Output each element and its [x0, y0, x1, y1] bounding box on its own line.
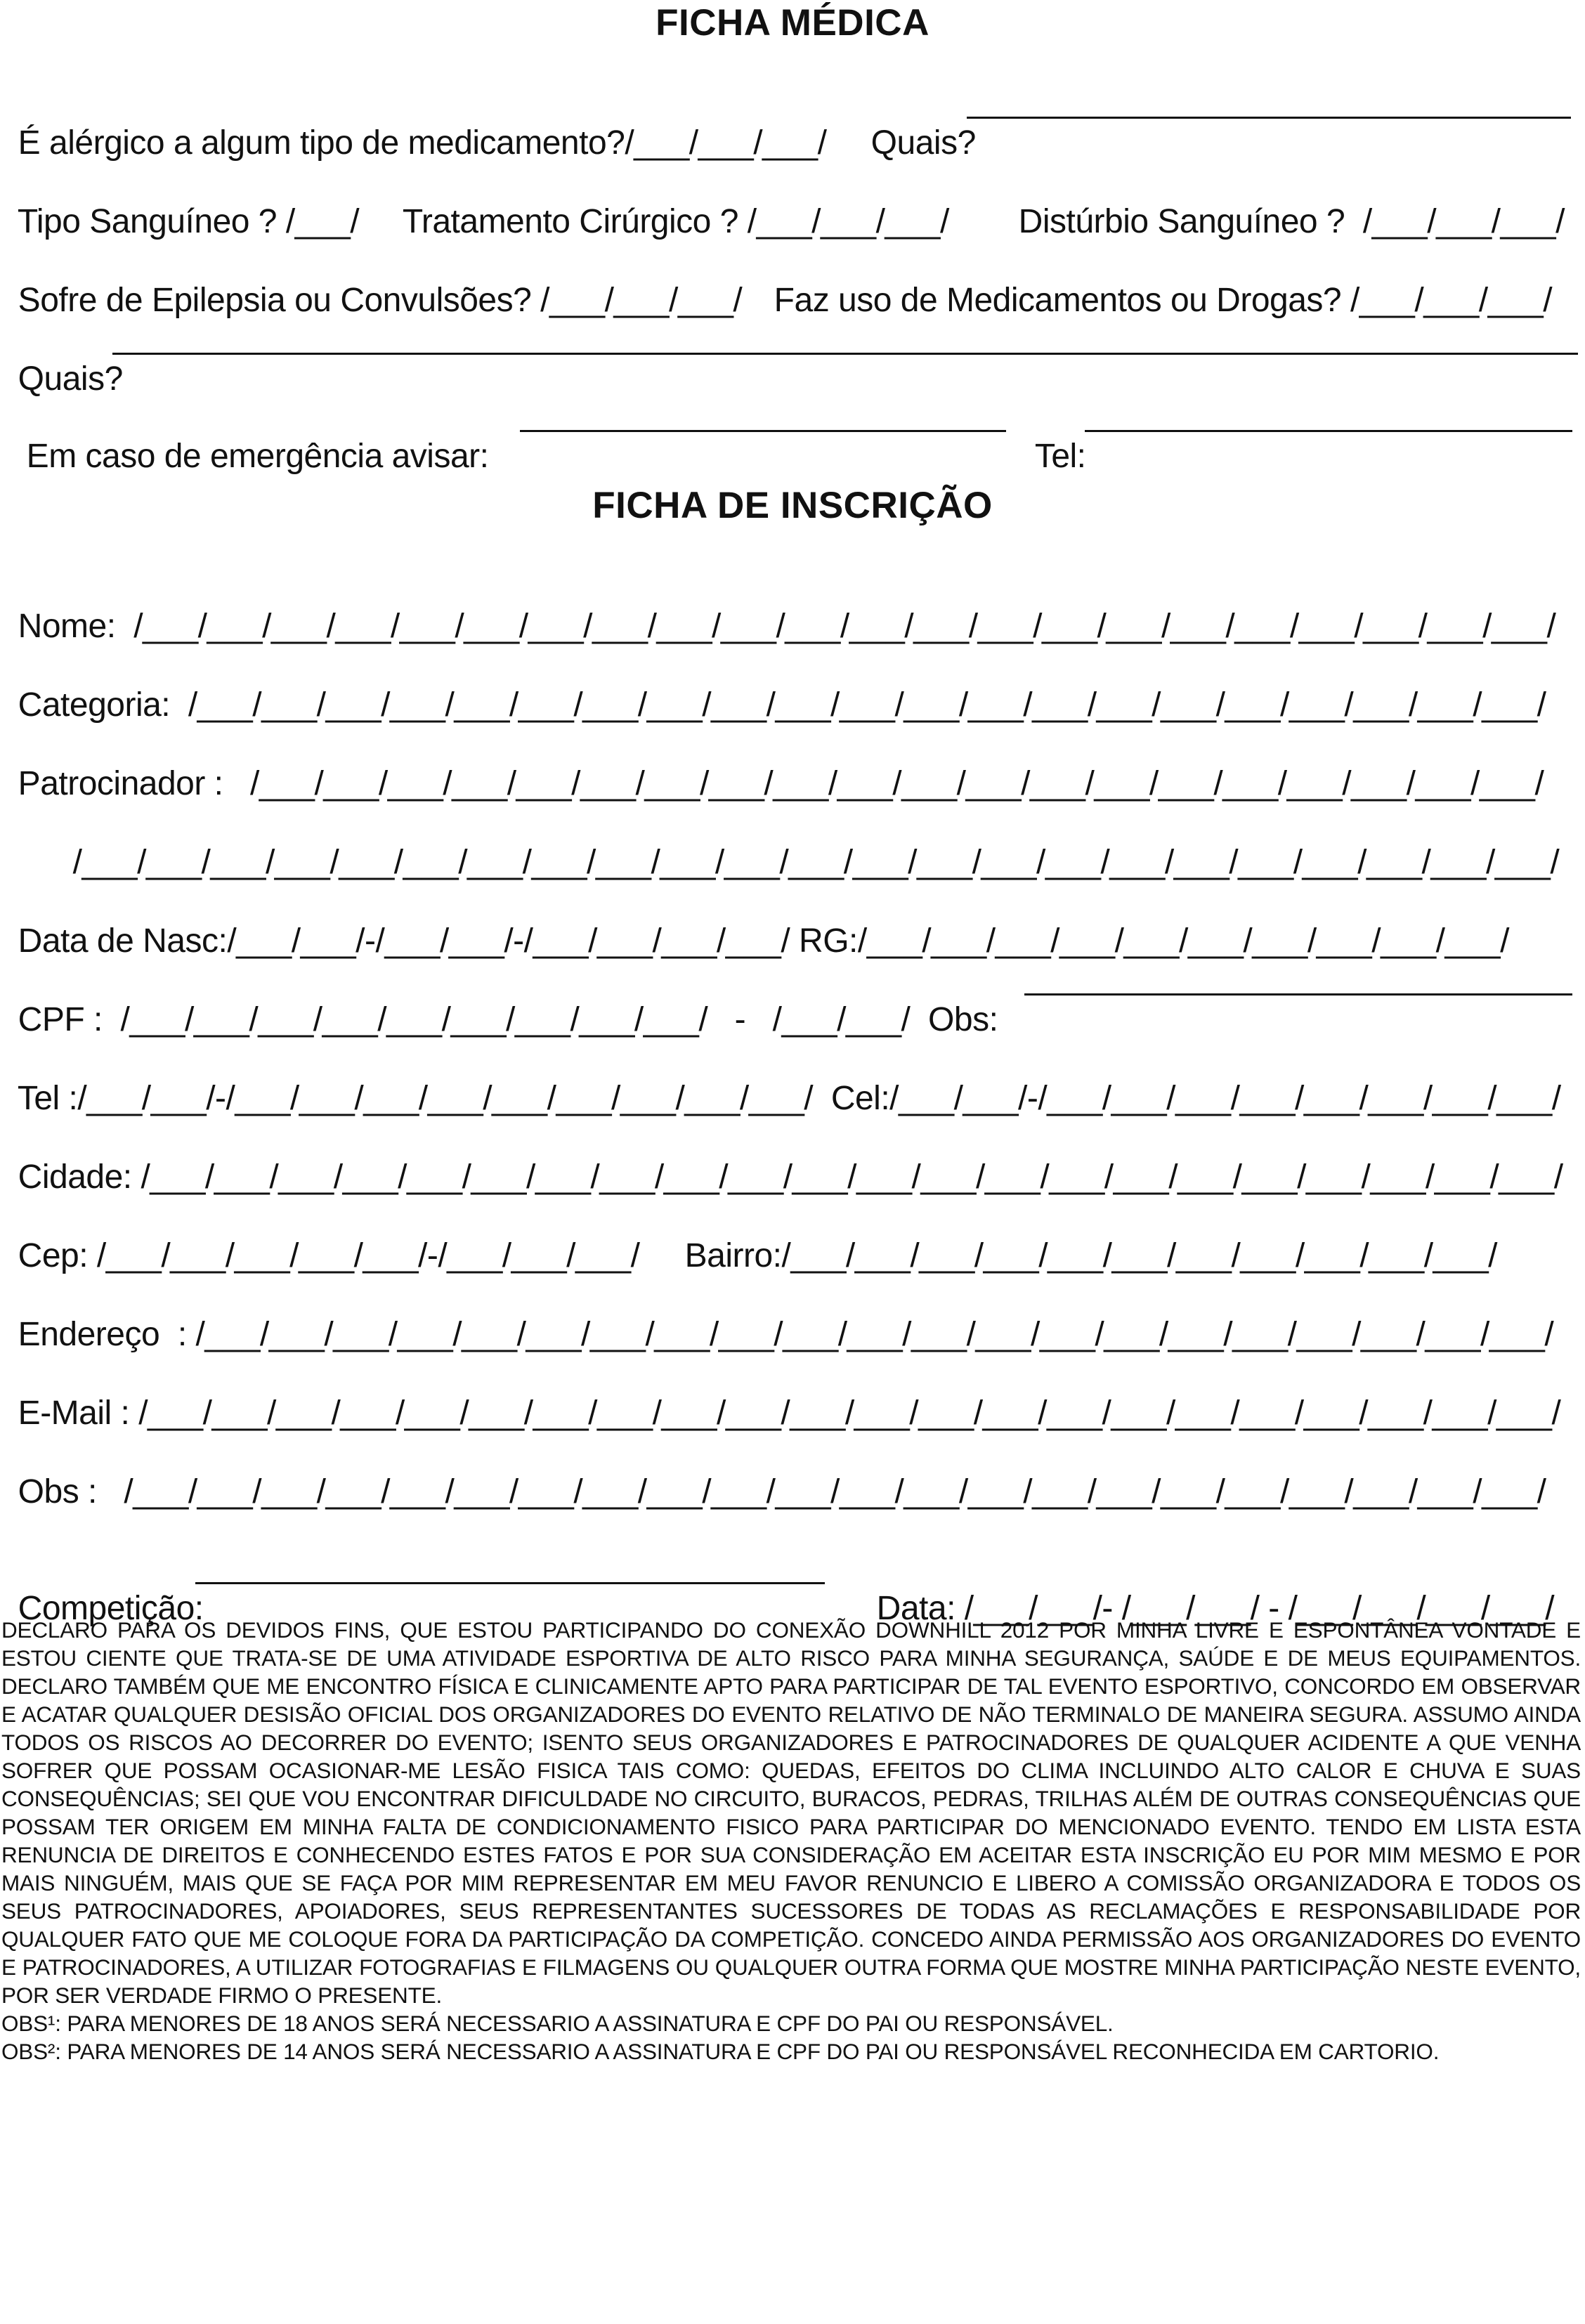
address-row	[0, 1276, 1585, 1354]
email-label: E-Mail :	[18, 1395, 130, 1432]
email-slots[interactable]: /___/___/___/___/___/___/___/___/___/___/___/___/___/___/___/___/___/___/___/___/___/___/	[138, 1395, 1561, 1432]
declaration-obs1: OBS¹: PARA MENORES DE 18 ANOS SERÁ NECESSARIO A ASSINATURA E CPF DO PAI OU RESPONSÁVEL.	[1, 2011, 1114, 2036]
name-label: Nome:	[18, 608, 116, 645]
name-slots[interactable]: /___/___/___/___/___/___/___/___/___/___/___/___/___/___/___/___/___/___/___/___/___/___/	[133, 608, 1556, 645]
drugs-label: Faz uso de Medicamentos ou Drogas?	[774, 282, 1342, 319]
declaration-obs2: OBS²: PARA MENORES DE 14 ANOS SERÁ NECESSARIO A ASSINATURA E CPF DO PAI OU RESPONSÁVEL RECONHECIDA EM CARTORIO.	[1, 2039, 1440, 2064]
allergy-slots[interactable]: /___/___/___/	[625, 124, 827, 162]
cpf-obs-label: Obs:	[928, 1001, 998, 1038]
city-row	[0, 1118, 1585, 1197]
category-row	[0, 646, 1585, 725]
emergency-label: Em caso de emergência avisar:	[26, 438, 489, 475]
medication-which-field[interactable]	[112, 322, 1578, 355]
cpf-label: CPF :	[18, 1001, 103, 1038]
cpf-separator: -	[734, 1001, 746, 1038]
cpf-digit-slots[interactable]: /___/___/	[772, 1001, 911, 1038]
name-row	[0, 568, 1585, 646]
blood-disorder-slots[interactable]: /___/___/___/	[1362, 203, 1565, 240]
obs-slots[interactable]: /___/___/___/___/___/___/___/___/___/___/___/___/___/___/___/___/___/___/___/___/___/___/	[124, 1473, 1546, 1510]
category-label: Categoria:	[18, 686, 171, 724]
birth-slots[interactable]: /___/___/-/___/___/-/___/___/___/___/	[227, 922, 790, 960]
medical-form-title: FICHA MÉDICA	[655, 2, 930, 44]
tel-cel-row	[0, 1040, 1585, 1118]
blood-disorder-group	[1000, 163, 1584, 242]
address-slots[interactable]: /___/___/___/___/___/___/___/___/___/___/___/___/___/___/___/___/___/___/___/___/___/	[195, 1316, 1554, 1353]
declaration-text: DECLARO PARA OS DEVIDOS FINS, QUE ESTOU PARTICIPANDO DO CONEXÃO DOWNHILL 2012 POR MINHA LIVRE E ESPONTÂNEA VONTADE E ESTOU CIENTE QUE TRATA-SE DE UMA ATIVIDADE ESPORTIVA DE ALTO RISCO PARA MINHA SEGURANÇA, SAÚDE E DE MEUS EQUIPAMENTOS. DECLARO TAMBÉM QUE ME ENCONTRO FÍSICA E CLINICAMENTE APTO PARA PARTICIPAR DE TAL EVENTO ESPORTIVO, CONCORDO EM OBSERVAR E ACATAR QUALQUER DESISÃO OFICIAL DOS ORGANIZADORES DO EVENTO RELATIVO DE NÃO TERMINALO DE MANEIRA SEGURA. ASSUMO AINDA TODOS OS RISCOS AO DECORRER DO EVENTO; ISENTO SEUS ORGANIZADORES E PATROCINADORES DE QUALQUER ACIDENTE A QUE VENHA SOFRER QUE POSSAM OCASIONAR-ME LESÃO FISICA TAIS COMO: QUEDAS, EFEITOS DO CLIMA INCLUINDO ALTO CALOR E CHUVA E SUAS CONSEQUÊNCIAS; SEI QUE VOU ENCONTRAR DIFICULDADE NO CIRCUITO, BURACOS, PEDRAS, TRILHAS ALÉM DE OUTRAS CONSEQUÊNCIAS QUE POSSAM TER ORIGEM EM MINHA FALTA DE CONDICIONAMENTO FISICO PARA PARTICIPAR DO MENCIONADO EVENTO. TENDO EM LISTA ESTA RENUNCIA DE DIREITOS E CONHECENDO ESTES FATOS E POR SUA CONSIDERAÇÃO EM ACEITAR ESTA INSCRIÇÃO EU POR MIM MESMO E POR MAIS NINGUÉM, MAIS QUE SE FAÇA POR MIM REPRESENTAR EM MEU FAVOR RENUNCIO E LIBERO A COMISSÃO ORGANIZADORA E TODOS OS SEUS PATROCINADORES, APOIADORES, SEUS REPRESENTANTES SUCESSORES DE TODAS AS RECLAMAÇÕES E RESPONSABILIDADE POR QUALQUER FATO QUE ME COLOQUE FORA DA PARTICIPAÇÃO DA COMPETIÇÃO. CONCEDO AINDA PERMISSÃO AOS ORGANIZADORES DO EVENTO E PATROCINADORES, A UTILIZAR FOTOGRAFIAS E FILMAGENS OU QUALQUER OUTRA FORMA QUE MOSTRE MINHA PARTICIPAÇÃO NESTE EVENTO, POR SER VERDADE FIRMO O PRESENTE.	[1, 1617, 1581, 2008]
registration-form-title: FICHA DE INSCRIÇÃO	[592, 485, 993, 526]
emergency-contact-field[interactable]	[520, 399, 1006, 432]
rg-label: RG:	[799, 922, 858, 960]
surgical-slots[interactable]: /___/___/___/	[747, 203, 949, 240]
surgical-group	[385, 163, 1017, 242]
cpf-obs-field[interactable]	[1024, 962, 1572, 995]
competition-date-slots[interactable]: /___/___/- /___/___/ - /___/___/___/___/	[964, 1590, 1555, 1627]
epilepsy-label: Sofre de Epilepsia ou Convulsões?	[18, 282, 532, 319]
competition-date-label: Data:	[876, 1590, 955, 1627]
blood-type-label: Tipo Sanguíneo ?	[17, 203, 277, 240]
emergency-tel-label: Tel:	[1034, 438, 1086, 475]
district-label: Bairro:	[684, 1237, 782, 1274]
email-row	[0, 1354, 1585, 1433]
rg-slots[interactable]: /___/___/___/___/___/___/___/___/___/___/	[857, 922, 1509, 960]
cpf-slots[interactable]: /___/___/___/___/___/___/___/___/___/	[120, 1001, 708, 1038]
medication-which-label: Quais?	[18, 360, 123, 398]
sponsor-label: Patrocinador :	[18, 765, 223, 802]
cel-label: Cel:	[830, 1080, 890, 1117]
obs-label: Obs :	[18, 1473, 97, 1510]
declaration-block	[1, 1616, 1581, 2065]
cel-slots[interactable]: /___/___/-/___/___/___/___/___/___/___/___/	[889, 1080, 1561, 1117]
emergency-tel-field[interactable]	[1085, 399, 1572, 432]
sponsor-slots[interactable]: /___/___/___/___/___/___/___/___/___/___/___/___/___/___/___/___/___/___/___/___/	[250, 765, 1544, 802]
surgical-label: Tratamento Cirúrgico ?	[402, 203, 738, 240]
city-label: Cidade:	[18, 1158, 132, 1196]
tel-slots[interactable]: /___/___/-/___/___/___/___/___/___/___/___/___/	[77, 1080, 814, 1117]
sponsor-row-2	[55, 804, 1585, 882]
city-slots[interactable]: /___/___/___/___/___/___/___/___/___/___/___/___/___/___/___/___/___/___/___/___/___/___/	[141, 1158, 1563, 1196]
cep-label: Cep:	[18, 1237, 89, 1274]
tel-label: Tel :	[17, 1080, 78, 1117]
competition-field[interactable]	[195, 1551, 825, 1584]
category-slots[interactable]: /___/___/___/___/___/___/___/___/___/___/___/___/___/___/___/___/___/___/___/___/___/	[188, 686, 1546, 724]
allergy-which-field[interactable]	[967, 86, 1571, 119]
competition-label: Competição:	[18, 1590, 204, 1627]
cep-slots[interactable]: /___/___/___/___/___/-/___/___/___/	[96, 1237, 640, 1274]
sponsor-slots-line2[interactable]: /___/___/___/___/___/___/___/___/___/___/___/___/___/___/___/___/___/___/___/___/___/___/___/	[72, 844, 1560, 881]
drugs-group	[756, 242, 1585, 320]
cep-district-row	[0, 1197, 1585, 1276]
obs-row	[0, 1433, 1585, 1512]
blood-type-slots[interactable]: /___/	[285, 203, 360, 240]
birth-rg-row	[0, 882, 1585, 961]
birth-label: Data de Nasc:	[18, 922, 228, 960]
address-label: Endereço :	[18, 1316, 187, 1353]
sponsor-row	[0, 725, 1585, 804]
blood-disorder-label: Distúrbio Sanguíneo ?	[1018, 203, 1345, 240]
district-slots[interactable]: /___/___/___/___/___/___/___/___/___/___/___/	[781, 1237, 1497, 1274]
epilepsy-slots[interactable]: /___/___/___/	[540, 282, 743, 319]
allergy-which-label: Quais?	[870, 124, 976, 162]
drugs-slots[interactable]: /___/___/___/	[1350, 282, 1553, 319]
allergy-label: É alérgico a algum tipo de medicamento?	[18, 124, 625, 162]
